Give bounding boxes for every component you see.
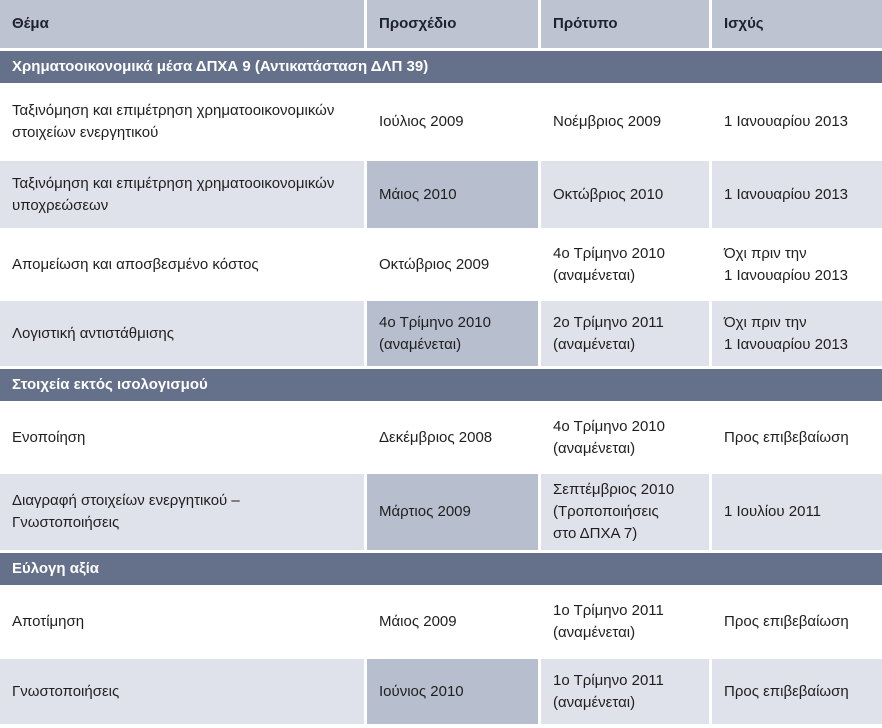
- standard-cell: [541, 474, 712, 553]
- standard-cell-line: Νοέμβριος 2009: [553, 113, 662, 130]
- draft-cell: [367, 86, 541, 161]
- section-header: [0, 51, 882, 86]
- draft-cell-line: Μάιος 2009: [379, 613, 457, 630]
- table-row: [0, 588, 882, 659]
- draft-cell-line: 4ο Τρίμηνο 2010: [379, 313, 491, 331]
- draft-cell-line: Ιούλιος 2009: [379, 113, 464, 130]
- header-standard: Πρότυπο: [541, 0, 712, 51]
- topic-cell: [0, 301, 367, 369]
- effective-cell: [712, 588, 882, 659]
- draft-cell-line: (αναμένεται): [379, 335, 462, 353]
- topic-cell-line: Αποτίμηση: [12, 613, 85, 630]
- topic-cell-line: υποχρεώσεων: [12, 196, 109, 214]
- effective-cell: [712, 659, 882, 727]
- draft-cell-line: Δεκέμβριος 2008: [379, 428, 493, 446]
- effective-cell-line: 1 Ιανουαρίου 2013: [724, 335, 849, 353]
- standard-cell-line: (Τροποποιήσεις: [553, 503, 659, 520]
- effective-cell-line: 1 Ιανουαρίου 2013: [724, 266, 849, 284]
- standard-cell: [541, 231, 712, 301]
- table-row: [0, 161, 882, 231]
- section-header: [0, 369, 882, 404]
- topic-cell-line: Ενοποίηση: [12, 428, 86, 446]
- draft-cell-line: Οκτώβριος 2009: [379, 255, 490, 273]
- standard-cell-line: (αναμένεται): [553, 693, 636, 711]
- standard-cell: [541, 659, 712, 727]
- topic-cell: [0, 404, 367, 474]
- effective-cell-line: 1 Ιουλίου 2011: [724, 503, 822, 520]
- standard-cell-line: Σεπτέμβριος 2010: [553, 481, 675, 498]
- draft-cell: [367, 161, 541, 231]
- draft-cell: [367, 231, 541, 301]
- topic-cell-line: Γνωστοποιήσεις: [12, 682, 120, 700]
- topic-cell-line: Λογιστική αντιστάθμισης: [12, 324, 174, 342]
- standard-cell-line: 4ο Τρίμηνο 2010: [553, 417, 665, 435]
- topic-cell-line: Διαγραφή στοιχείων ενεργητικού –: [12, 492, 240, 509]
- standard-cell-line: στο ΔΠΧΑ 7): [553, 525, 638, 542]
- topic-cell: [0, 86, 367, 161]
- table-row: [0, 301, 882, 369]
- effective-cell-line: Όχι πριν την: [724, 313, 807, 331]
- standard-cell: [541, 161, 712, 231]
- draft-cell: [367, 404, 541, 474]
- effective-cell-line: Προς επιβεβαίωση: [724, 428, 849, 446]
- table-row: [0, 659, 882, 727]
- effective-cell-line: Προς επιβεβαίωση: [724, 613, 849, 630]
- standard-cell-line: Οκτώβριος 2010: [553, 185, 664, 203]
- topic-cell-line: Γνωστοποιήσεις: [12, 514, 120, 531]
- draft-cell: [367, 659, 541, 727]
- effective-cell: [712, 86, 882, 161]
- standard-cell: [541, 404, 712, 474]
- standard-cell-line: (αναμένεται): [553, 335, 636, 353]
- draft-cell-line: Ιούνιος 2010: [379, 682, 464, 700]
- section-title: Στοιχεία εκτός ισολογισμού: [0, 369, 882, 404]
- effective-cell: [712, 404, 882, 474]
- effective-cell: [712, 231, 882, 301]
- table-body: [0, 51, 882, 727]
- effective-cell-line: 1 Ιανουαρίου 2013: [724, 185, 849, 203]
- standard-cell-line: 1ο Τρίμηνο 2011: [553, 671, 664, 689]
- standard-cell: [541, 86, 712, 161]
- topic-cell-line: Ταξινόμηση και επιμέτρηση χρηματοοικονομικών: [12, 174, 335, 192]
- draft-cell: [367, 474, 541, 553]
- effective-cell: [712, 474, 882, 553]
- header-topic: Θέμα: [0, 0, 367, 51]
- effective-cell-line: Όχι πριν την: [724, 244, 807, 262]
- standard-cell-line: (αναμένεται): [553, 439, 636, 457]
- table-row: [0, 231, 882, 301]
- topic-cell: [0, 659, 367, 727]
- header-row: [0, 0, 882, 51]
- topic-cell-line: Ταξινόμηση και επιμέτρηση χρηματοοικονομικών: [12, 102, 335, 119]
- effective-cell-line: 1 Ιανουαρίου 2013: [724, 113, 849, 130]
- effective-cell-line: Προς επιβεβαίωση: [724, 682, 849, 700]
- table-row: [0, 404, 882, 474]
- draft-cell-line: Μάιος 2010: [379, 185, 457, 203]
- table-row: [0, 474, 882, 553]
- standard-cell: [541, 588, 712, 659]
- effective-cell: [712, 301, 882, 369]
- section-title: Χρηματοοικονομικά μέσα ΔΠΧΑ 9 (Αντικατάσταση ΔΛΠ 39): [0, 51, 882, 86]
- topic-cell: [0, 474, 367, 553]
- header-effective: Ισχύς: [712, 0, 882, 51]
- standard-cell-line: 1ο Τρίμηνο 2011: [553, 602, 664, 619]
- topic-cell: [0, 161, 367, 231]
- topic-cell-line: Απομείωση και αποσβεσμένο κόστος: [12, 255, 259, 273]
- draft-cell: [367, 588, 541, 659]
- draft-cell-line: Μάρτιος 2009: [379, 503, 471, 520]
- topic-cell-line: στοιχείων ενεργητικού: [12, 124, 159, 141]
- standard-cell-line: 4ο Τρίμηνο 2010: [553, 244, 665, 262]
- draft-cell: [367, 301, 541, 369]
- standard-cell-line: (αναμένεται): [553, 624, 636, 641]
- standard-cell: [541, 301, 712, 369]
- standard-cell-line: (αναμένεται): [553, 266, 636, 284]
- table-row: [0, 86, 882, 161]
- topic-cell: [0, 231, 367, 301]
- header-draft: Προσχέδιο: [367, 0, 541, 51]
- topic-cell: [0, 588, 367, 659]
- effective-cell: [712, 161, 882, 231]
- section-title: Εύλογη αξία: [0, 553, 882, 588]
- standard-cell-line: 2ο Τρίμηνο 2011: [553, 313, 664, 331]
- section-header: [0, 553, 882, 588]
